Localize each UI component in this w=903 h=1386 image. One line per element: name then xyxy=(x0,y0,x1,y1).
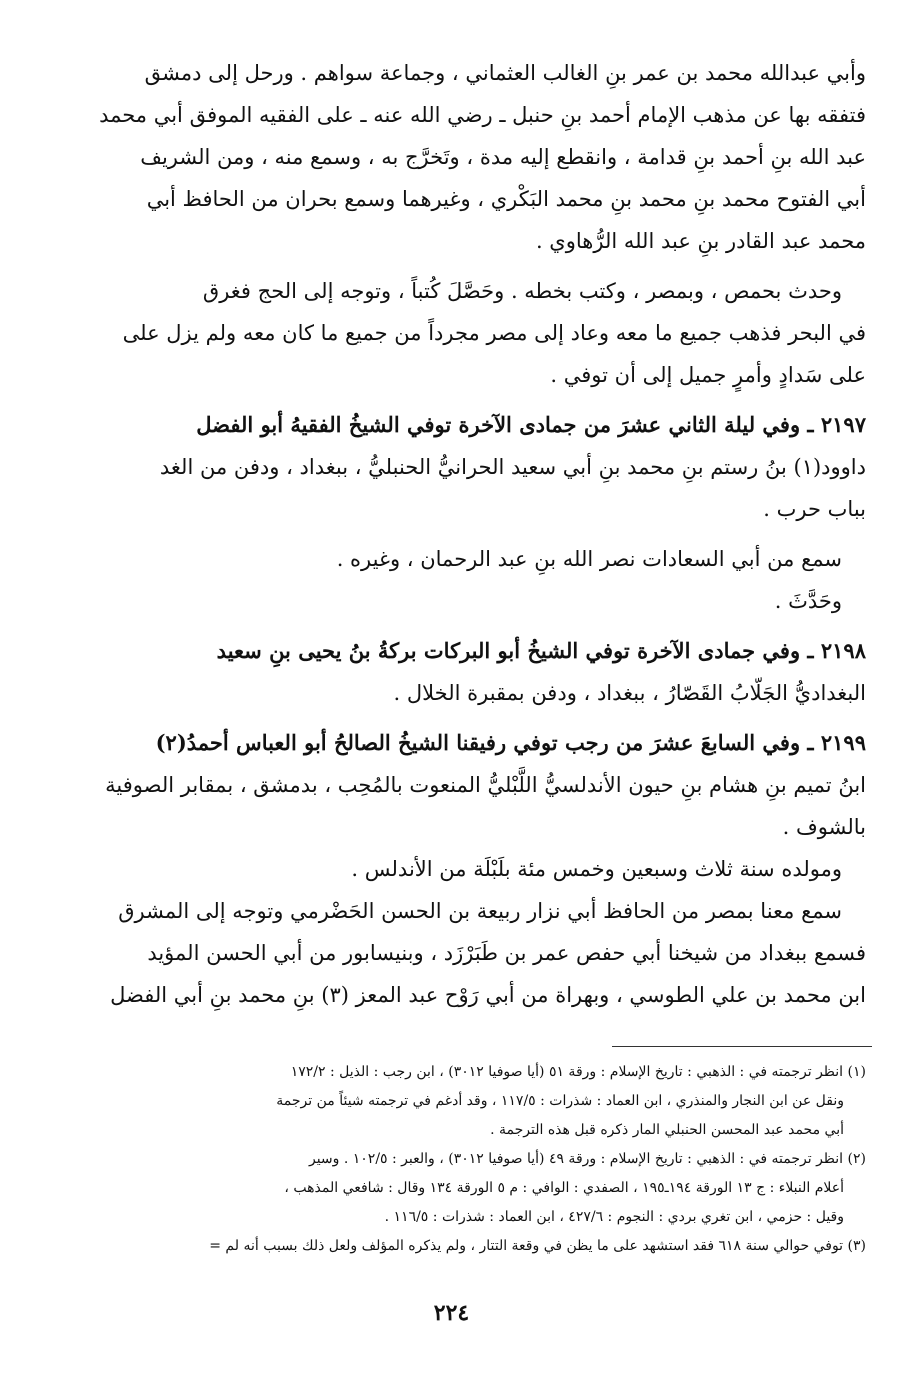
footnote-separator xyxy=(612,1046,872,1047)
footnotes xyxy=(40,1058,866,1261)
text-line: سمع من أبي السعادات نصر الله بنِ عبد الرحمان ، وغيره . xyxy=(336,547,842,571)
text-line: ابنُ تميم بنِ هشام بنِ حيون الأندلسيُّ اللَّبْليُّ المنعوت بالمُحِب ، بدمشق ، بمقابر الصوفية xyxy=(105,773,866,797)
text-line: محمد عبد القادر بنِ عبد الله الرُّهاوي . xyxy=(535,229,866,253)
text-line: فتفقه بها عن مذهب الإمام أحمد بنِ حنبل ـ رضي الله عنه ـ على الفقيه الموفق أبي محمد xyxy=(99,103,866,127)
text-line: البغداديُّ الجَلّابُ القَصّارُ ، ببغداد ، ودفن بمقبرة الخلال . xyxy=(393,681,866,705)
paragraph-gap xyxy=(40,262,866,270)
text-line: بالشوف . xyxy=(782,815,866,839)
text-line: على سَدادٍ وأمرٍ جميل إلى أن توفي . xyxy=(550,363,866,387)
entry-2199-line: ٢١٩٩ ـ وفي السابعَ عشرَ من رجب توفي رفيقنا الشيخُ الصالحُ أبو العباس أحمدُ(٢) xyxy=(155,730,866,755)
paragraph-gap xyxy=(40,622,866,630)
footnote-line: أعلام النبلاء : ج ١٣ الورقة ١٩٤ـ١٩٥ ، الصفدي : الوافي : م ٥ الورقة ١٣٤ وقال : شافعي المذهب ، xyxy=(284,1180,844,1196)
paragraph-gap xyxy=(40,396,866,404)
text-line: وحَدَّثَ . xyxy=(774,589,842,613)
footnote-line: ونقل عن ابن النجار والمنذري ، ابن العماد : شذرات : ١١٧/٥ ، وقد أدغم في ترجمته شيئاً من ترجمة xyxy=(276,1093,844,1109)
text-line: ابن محمد بن علي الطوسي ، وبهراة من أبي رَوْح عبد المعز (٣) بنِ محمد بنِ أبي الفضل xyxy=(110,983,866,1007)
text-line: داوود(١) بنُ رستم بنِ محمد بنِ أبي سعيد الحرانيُّ الحنبليُّ ، ببغداد ، ودفن من الغد xyxy=(159,455,866,479)
footnote-line: (٢) انظر ترجمته في : الذهبي : تاريخ الإسلام : ورقة ٤٩ (أيا صوفيا ٣٠١٢) ، والعبر : ١٠٢/٥ . وسير xyxy=(308,1151,866,1167)
footnote-line: (٣) توفي حوالي سنة ٦١٨ فقد استشهد على ما يظن في وقعة التتار ، ولم يذكره المؤلف ولعل ذلك بسبب أنه لم = xyxy=(209,1238,866,1254)
text-line: بباب حرب . xyxy=(763,497,866,521)
footnote-line: (١) انظر ترجمته في : الذهبي : تاريخ الإسلام : ورقة ٥١ (أيا صوفيا ٣٠١٢) ، ابن رجب : الذيل : ١٧٢/٢ xyxy=(290,1064,866,1080)
text-line: عبد الله بنِ أحمد بنِ قدامة ، وانقطع إليه مدة ، وتَخرَّج به ، وسمع منه ، ومن الشريف xyxy=(140,145,866,169)
text-line: وأبي عبدالله محمد بن عمر بنِ الغالب العثماني ، وجماعة سواهم . ورحل إلى دمشق xyxy=(144,61,866,85)
footnote-line: وقيل : حزمي ، ابن تغري بردي : النجوم : ٤٢٧/٦ ، ابن العماد : شذرات : ١١٦/٥ . xyxy=(384,1209,844,1225)
entry-2197-line: ٢١٩٧ ـ وفي ليلة الثاني عشرَ من جمادى الآخرة توفي الشيخُ الفقيهُ أبو الفضل xyxy=(196,412,866,437)
main-text xyxy=(40,52,866,1016)
text-line: في البحر فذهب جميع ما معه وعاد إلى مصر مجرداً من جميع ما كان معه ولم يزل على xyxy=(122,321,866,345)
paragraph-gap xyxy=(40,530,866,538)
page-number: ٢٢٤ xyxy=(433,1300,470,1326)
text-line: سمع معنا بمصر من الحافظ أبي نزار ربيعة بن الحسن الحَضْرمي وتوجه إلى المشرق xyxy=(118,899,842,923)
entry-2198-line: ٢١٩٨ ـ وفي جمادى الآخرة توفي الشيخُ أبو البركات بركةُ بنُ يحيى بنِ سعيد xyxy=(216,638,866,663)
paragraph-gap xyxy=(40,714,866,722)
text-line: وحدث بحمص ، وبمصر ، وكتب بخطه . وحَصَّلَ كُتباً ، وتوجه إلى الحج فغرق xyxy=(202,279,842,303)
text-line: ومولده سنة ثلاث وسبعين وخمس مئة بلَبْلَة من الأندلس . xyxy=(351,857,842,881)
footnote-line: أبي محمد عبد المحسن الحنبلي المار ذكره قبل هذه الترجمة . xyxy=(490,1122,844,1138)
text-line: فسمع ببغداد من شيخنا أبي حفص عمر بن طَبَرْزَد ، وبنيسابور من أبي الحسن المؤيد xyxy=(147,941,866,965)
text-line: أبي الفتوح محمد بنِ محمد بنِ محمد البَكْري ، وغيرهما وسمع بحران من الحافظ أبي xyxy=(146,187,866,211)
